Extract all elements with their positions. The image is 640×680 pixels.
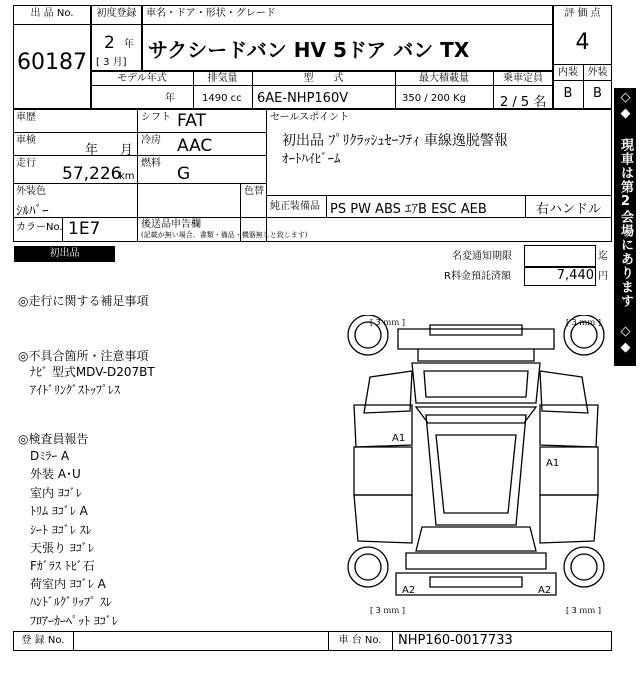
first-listing-badge: 初出品 bbox=[14, 246, 115, 262]
lot-number: 60187 bbox=[17, 50, 87, 75]
exterior-grade: B bbox=[593, 86, 602, 101]
inspector-item: ﾄﾘﾑ ﾖｺﾞﾚ A bbox=[30, 504, 88, 518]
mileage-label: 走行 bbox=[16, 158, 36, 169]
capacity: 2 / 5 名 bbox=[500, 95, 547, 110]
reg-no-label: 登 録 No. bbox=[21, 635, 65, 646]
inspector-item: 荷室内 ﾖｺﾞﾚ A bbox=[30, 577, 106, 591]
first-reg-label: 初度登録 bbox=[96, 8, 137, 19]
inspector-item: 室内 ﾖｺﾞﾚ bbox=[30, 486, 82, 500]
car-damage-diagram bbox=[340, 315, 612, 623]
interior-grade: B bbox=[563, 86, 573, 101]
car-name-label: 車名・ドア・形状・グレード bbox=[146, 8, 276, 19]
tire-rear-left bbox=[348, 547, 388, 587]
inspection-month: 月 bbox=[120, 143, 134, 158]
name-change-unit: 迄 bbox=[598, 251, 608, 262]
color-no: 1E7 bbox=[68, 219, 101, 239]
damage-mark: A1 bbox=[392, 433, 406, 444]
sales-point-line-2: ｵｰﾄﾊｲﾋﾞｰﾑ bbox=[282, 152, 341, 167]
driving-notes-title: ◎走行に関する補足事項 bbox=[18, 294, 149, 308]
aftermarket-label: 後送品申告欄 bbox=[141, 219, 201, 230]
ac: AAC bbox=[177, 136, 213, 156]
damage-mark: A1 bbox=[546, 458, 560, 469]
recycle-unit: 円 bbox=[598, 271, 608, 282]
inspector-item: 天張り ﾖｺﾞﾚ bbox=[30, 541, 94, 555]
color-change-label: 色替 bbox=[244, 186, 264, 197]
defect-item: ｱｲﾄﾞﾘﾝｸﾞｽﾄｯﾌﾟﾚｽ bbox=[30, 383, 121, 397]
inspection-label: 車検 bbox=[16, 135, 36, 146]
inspector-item: Dﾐﾗｰ A bbox=[30, 449, 70, 463]
inspection-year: 年 bbox=[85, 143, 99, 158]
displacement-label: 排気量 bbox=[207, 73, 238, 84]
model-year-unit: 年 bbox=[165, 93, 175, 104]
mileage: 57,226 bbox=[62, 164, 122, 184]
first-reg-year: 2 bbox=[104, 33, 115, 53]
damage-mark: A2 bbox=[538, 585, 552, 596]
sales-point-line-1: 初出品 ﾌﾟﾘｸﾗｯｼｭｾｰﾌﾃｨ 車線逸脱警報 bbox=[282, 133, 508, 149]
handle-position: 右ハンドル bbox=[535, 202, 601, 217]
name-change-value bbox=[524, 245, 596, 267]
inspector-item: 外装 A･U bbox=[30, 467, 81, 481]
score-label: 評 価 点 bbox=[564, 8, 601, 19]
displacement: 1490 cc bbox=[202, 93, 242, 104]
tire-depth-front-right: [ 3 ｍｍ ] bbox=[566, 318, 601, 327]
type: 6AE-NHP160V bbox=[257, 91, 349, 106]
inspector-item: Fｶﾞﾗｽ ﾄﾋﾞ石 bbox=[30, 559, 95, 573]
car-name: サクシードバン HV 5ドア バン TX bbox=[148, 38, 470, 62]
score: 4 bbox=[575, 30, 590, 55]
fuel: G bbox=[177, 164, 191, 184]
color-no-label: カラーNo. bbox=[16, 222, 63, 233]
ext-color-label: 外装色 bbox=[16, 186, 46, 197]
max-load-label: 最大積載量 bbox=[419, 73, 469, 84]
type-label: 型 式 bbox=[303, 73, 344, 84]
recycle-label: R料金預託済額 bbox=[444, 271, 511, 282]
shift-label: シフト bbox=[141, 112, 171, 123]
damage-mark: A2 bbox=[402, 585, 416, 596]
inspector-title: ◎検査員報告 bbox=[18, 432, 89, 446]
defect-item: ﾅﾋﾞ 型式MDV-D207BT bbox=[30, 365, 155, 379]
inspector-item: ﾊﾝﾄﾞﾙｸﾞﾘｯﾌﾟ ｽﾚ bbox=[30, 595, 112, 609]
tire-depth-rear-right: [ 3 ｍｍ ] bbox=[566, 606, 601, 615]
max-load: 350 / 200 Kg bbox=[402, 93, 466, 104]
aftermarket-note: (記載が無い場合、書類・備品・機器無しと致します) bbox=[141, 231, 308, 239]
equipment: PS PW ABS ｴｱB ESC AEB bbox=[330, 202, 487, 217]
ext-color: ｼﾙﾊﾞｰ bbox=[16, 204, 49, 219]
sales-point-label: セールスポイント bbox=[270, 112, 350, 123]
chassis-number: NHP160-0017733 bbox=[398, 633, 513, 648]
fuel-label: 燃料 bbox=[141, 158, 161, 169]
first-reg-year-unit: 年 bbox=[124, 39, 134, 50]
inspector-item: ｼｰﾄ ﾖｺﾞﾚ ｽﾚ bbox=[30, 523, 92, 537]
equipment-label: 純正装備品 bbox=[270, 201, 320, 212]
footer-box bbox=[13, 631, 612, 651]
recycle-value: 7,440 bbox=[556, 268, 594, 283]
shift: FAT bbox=[177, 111, 206, 131]
interior-label: 内装 bbox=[558, 67, 578, 78]
chassis-label: 車 台 No. bbox=[338, 635, 382, 646]
ac-label: 冷房 bbox=[141, 135, 161, 146]
history-label: 車歴 bbox=[16, 112, 36, 123]
mileage-unit: km bbox=[119, 171, 135, 182]
exterior-label: 外装 bbox=[587, 67, 608, 78]
first-reg-month: [ 3 月] bbox=[96, 57, 127, 68]
inspector-item: ﾌﾛｱｰｶｰﾍﾟｯﾄ ﾖｺﾞﾚ bbox=[30, 614, 118, 628]
defects-title: ◎不具合箇所・注意事項 bbox=[18, 349, 149, 363]
lot-number-label: 出 品 No. bbox=[30, 8, 74, 19]
capacity-label: 乗車定員 bbox=[503, 73, 543, 84]
tire-depth-front-left: [ 3 ｍｍ ] bbox=[370, 318, 405, 327]
name-change-label: 名変通知期限 bbox=[452, 251, 512, 262]
model-year-label: モデル年式 bbox=[117, 73, 167, 84]
tire-rear-right bbox=[564, 547, 604, 587]
tire-depth-rear-left: [ 3 ｍｍ ] bbox=[370, 606, 405, 615]
venue-banner-text: ◇◆ 現車は第2会場にあります ◇◆ bbox=[618, 90, 633, 356]
